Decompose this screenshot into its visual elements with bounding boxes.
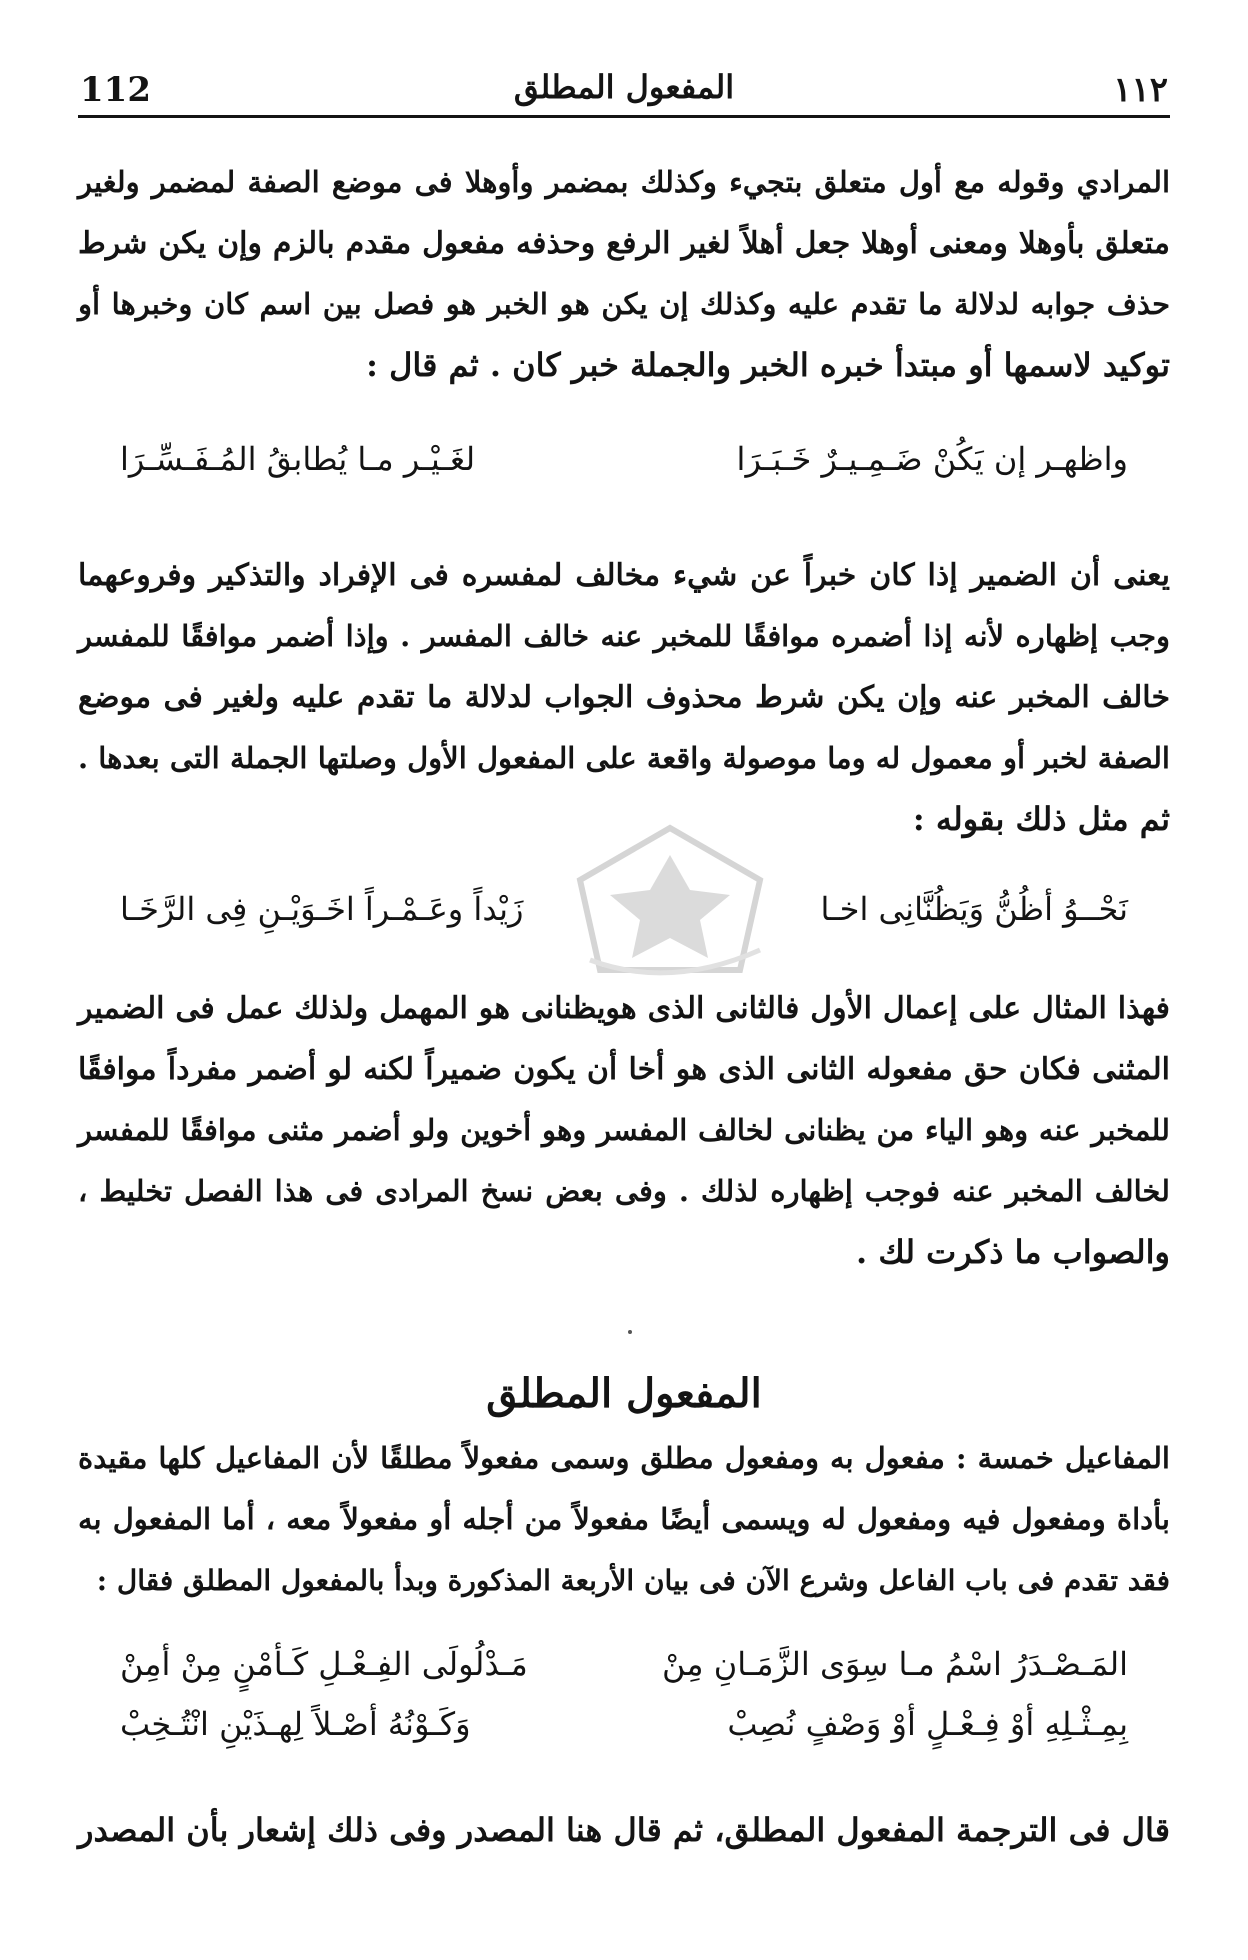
verse-1-first-hemistich: واظهـر إن يَكُنْ ضَـمِـيـرٌ خَـبَـرَا: [736, 440, 1128, 478]
paragraph-2-line: ثم مثل ذلك بقوله :: [912, 800, 1170, 838]
stray-dot: [628, 1330, 632, 1334]
section-title: المفعول المطلق: [486, 1370, 762, 1417]
verse-4-second-hemistich: وَكَـوْنُهُ أصْـلاً لِهـذَيْنِ انْتُـخِبْ: [120, 1705, 471, 1743]
paragraph-1: [78, 152, 1170, 396]
page-number-latin: 112: [80, 70, 151, 110]
verse-2: [120, 890, 1128, 940]
header-rule: [78, 115, 1170, 118]
paragraph-2-line: يعنى أن الضمير إذا كان خبراً عن شيء مخالف لمفسره فى الإفراد والتذكير وفروعهما: [78, 558, 1170, 593]
paragraph-2-line: وجب إظهاره لأنه إذا أضمره موافقًا للمخبر عنه خالف المفسر . وإذا أضمر موافقًا للمفسر: [78, 619, 1170, 653]
verse-2-first-hemistich: نَحْــوُ أظُنُّ وَيَظُنَّانِى اخـا: [820, 890, 1128, 928]
paragraph-3-line: فهذا المثال على إعمال الأول فالثانى الذى هويظنانى هو المهمل ولذلك عمل فى الضمير: [78, 991, 1170, 1026]
paragraph-5: [78, 1800, 1170, 1861]
verse-4: [120, 1705, 1128, 1755]
verse-3-first-hemistich: المَـصْـدَرُ اسْمُ مـا سِوَى الزَّمَـانِ مِنْ: [662, 1645, 1128, 1683]
page-header: [78, 62, 1170, 118]
paragraph-2-line: خالف المخبر عنه وإن يكن شرط محذوف الجواب لدلالة ما تقدم عليه ولغير فى موضع: [78, 680, 1170, 715]
paragraph-4: [78, 1428, 1170, 1611]
paragraph-3-line: لخالف المخبر عنه فوجب إظهاره لذلك . وفى بعض نسخ المرادى فى هذا الفصل تخليط ،: [78, 1174, 1170, 1208]
paragraph-4-line: المفاعيل خمسة : مفعول به ومفعول مطلق وسمى مفعولاً مطلقًا لأن المفاعيل كلها مقيدة: [78, 1441, 1170, 1475]
running-title: المفعول المطلق: [513, 68, 735, 106]
paragraph-3: [78, 978, 1170, 1283]
verse-3: [120, 1645, 1128, 1695]
paragraph-2-line: الصفة لخبر أو معمول له وما موصولة واقعة على المفعول الأول وصلتها الجملة التى بعدها .: [78, 741, 1170, 775]
paragraph-4-line: بأداة ومفعول فيه ومفعول له ويسمى أيضًا مفعولاً من أجله أو مفعولاً معه ، أما المفعول به: [78, 1502, 1170, 1536]
paragraph-1-line: توكيد لاسمها أو مبتدأ خبره الخبر والجملة خبر كان . ثم قال :: [366, 346, 1170, 384]
verse-4-first-hemistich: بِمِـثْـلِهِ أوْ فِـعْـلٍ أوْ وَصْفٍ نُصِبْ: [727, 1705, 1128, 1743]
verse-3-second-hemistich: مَـدْلُولَى الفِـعْـلِ كَـأمْنٍ مِنْ أمِنْ: [120, 1645, 528, 1683]
paragraph-1-line: حذف جوابه لدلالة ما تقدم عليه وكذلك إن يكن هو الخبر هو فصل بين اسم كان وخبرها أو: [78, 287, 1170, 321]
paragraph-3-line: المثنى فكان حق مفعوله الثانى الذى هو أخا أن يكون ضميراً لكنه لو أضمر مفرداً موافقًا: [78, 1052, 1170, 1087]
paragraph-3-line: للمخبر عنه وهو الياء من يظنانى لخالف المفسر وهو أخوين ولو أضمر مثنى موافقًا للمفسر: [78, 1113, 1170, 1147]
paragraph-2: [78, 545, 1170, 850]
verse-2-second-hemistich: زَيْداً وعَـمْـراً اخَـوَيْـنِ فِى الرَّخَـا: [120, 890, 524, 928]
paragraph-5-line: قال فى الترجمة المفعول المطلق، ثم قال هنا المصدر وفى ذلك إشعار بأن المصدر: [78, 1811, 1171, 1849]
page-number-arabic: ١١٢: [1113, 70, 1168, 110]
paragraph-1-line: المرادي وقوله مع أول متعلق بتجيء وكذلك بمضمر وأوهلا فى موضع الصفة لمضمر ولغير: [78, 165, 1170, 199]
paragraph-4-line: فقد تقدم فى باب الفاعل وشرع الآن فى بيان الأربعة المذكورة وبدأ بالمفعول المطلق فقال :: [96, 1564, 1170, 1597]
paragraph-3-line: والصواب ما ذكرت لك .: [856, 1233, 1170, 1271]
verse-1-second-hemistich: لغَـيْـر مـا يُطابقُ المُـفَـسِّـرَا: [120, 440, 476, 478]
paragraph-1-line: متعلق بأوهلا ومعنى أوهلا جعل أهلاً لغير الرفع وحذفه مفعول مقدم بالزم وإن يكن شرط: [78, 226, 1170, 261]
verse-1: [120, 440, 1128, 490]
